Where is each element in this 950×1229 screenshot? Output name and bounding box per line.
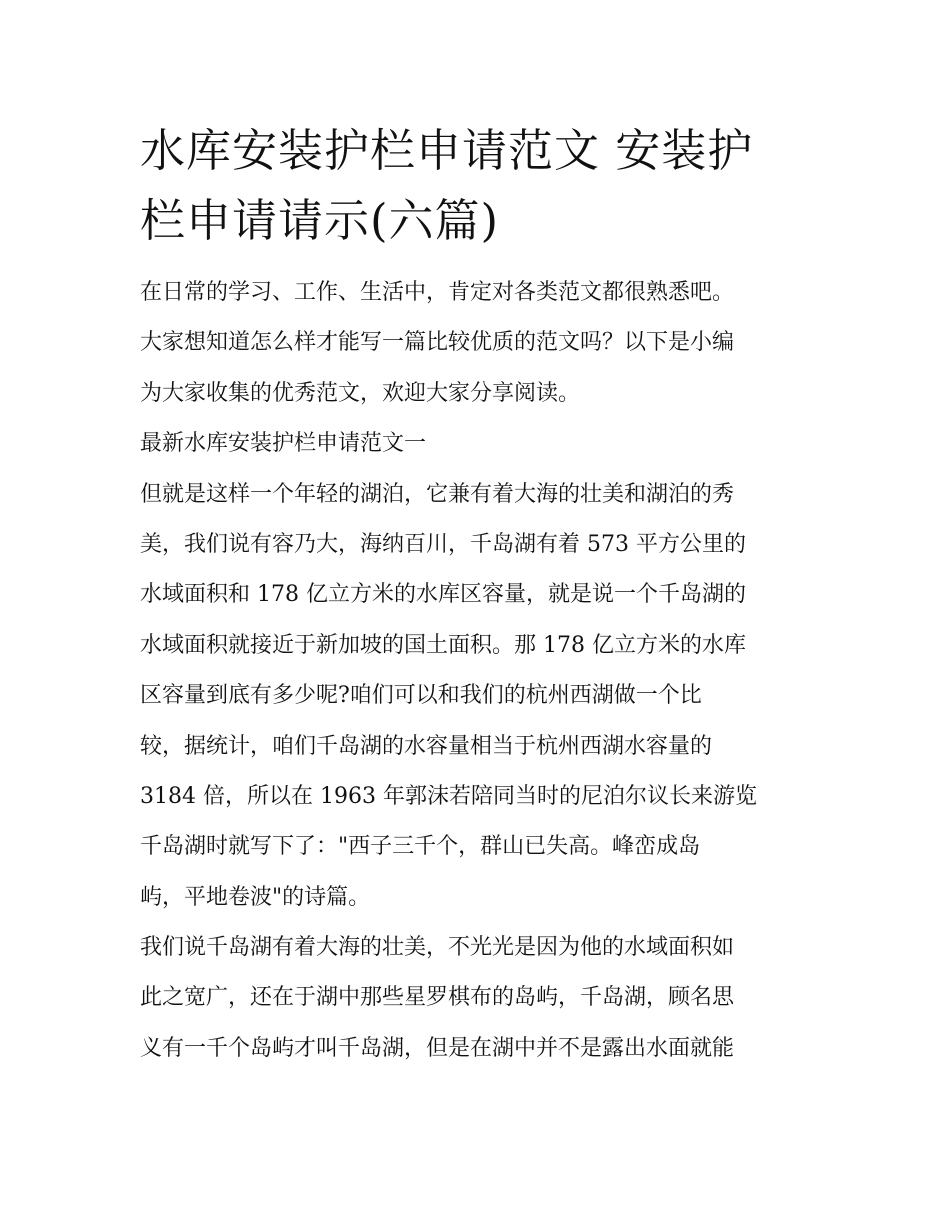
- document-body: [140, 268, 815, 1074]
- paragraph-2-line-2: 此之宽广，还在于湖中那些星罗棋布的岛屿，千岛湖，顾名思: [140, 985, 735, 1011]
- title-line-1: 水库安装护栏申请范文 安装护: [140, 124, 754, 177]
- document-page: [140, 116, 815, 1074]
- paragraph-1-line-9: 屿，平地卷波"的诗篇。: [140, 884, 371, 910]
- paragraph-1-line-2: 美，我们说有容乃大，海纳百川，千岛湖有着 573 平方公里的: [140, 531, 746, 557]
- paragraph-1-line-6: 较，据统计，咱们千岛湖的水容量相当于杭州西湖水容量的: [140, 733, 713, 759]
- intro-line-3: 为大家收集的优秀范文，欢迎大家分享阅读。: [140, 380, 581, 406]
- paragraph-2-line-1: 我们说千岛湖有着大海的壮美，不光光是因为他的水域面积如: [140, 935, 735, 961]
- document-title: [140, 116, 815, 256]
- paragraph-1-line-5: 区容量到底有多少呢?咱们可以和我们的杭州西湖做一个比: [140, 683, 702, 709]
- section-heading: 最新水库安装护栏申请范文一: [140, 431, 427, 457]
- intro-line-2: 大家想知道怎么样才能写一篇比较优质的范文吗？以下是小编: [140, 330, 735, 356]
- title-line-2: 栏申请请示(六篇): [140, 194, 500, 247]
- intro-line-1: 在日常的学习、工作、生活中，肯定对各类范文都很熟悉吧。: [140, 280, 735, 305]
- paragraph-2-line-3: 义有一千个岛屿才叫千岛湖，但是在湖中并不是露出水面就能: [140, 1035, 735, 1061]
- paragraph-1-line-8: 千岛湖时就写下了："西子三千个，群山已失高。峰峦成岛: [140, 834, 701, 860]
- paragraph-1-line-1: 但就是这样一个年轻的湖泊，它兼有着大海的壮美和湖泊的秀: [140, 481, 735, 507]
- paragraph-1-line-7: 3184 倍，所以在 1963 年郭沫若陪同当时的尼泊尔议长来游览: [140, 783, 757, 809]
- paragraph-1-line-3: 水域面积和 178 亿立方米的水库区容量，就是说一个千岛湖的: [140, 582, 746, 608]
- paragraph-1-line-4: 水域面积就接近于新加坡的国土面积。那 178 亿立方米的水库: [140, 632, 746, 658]
